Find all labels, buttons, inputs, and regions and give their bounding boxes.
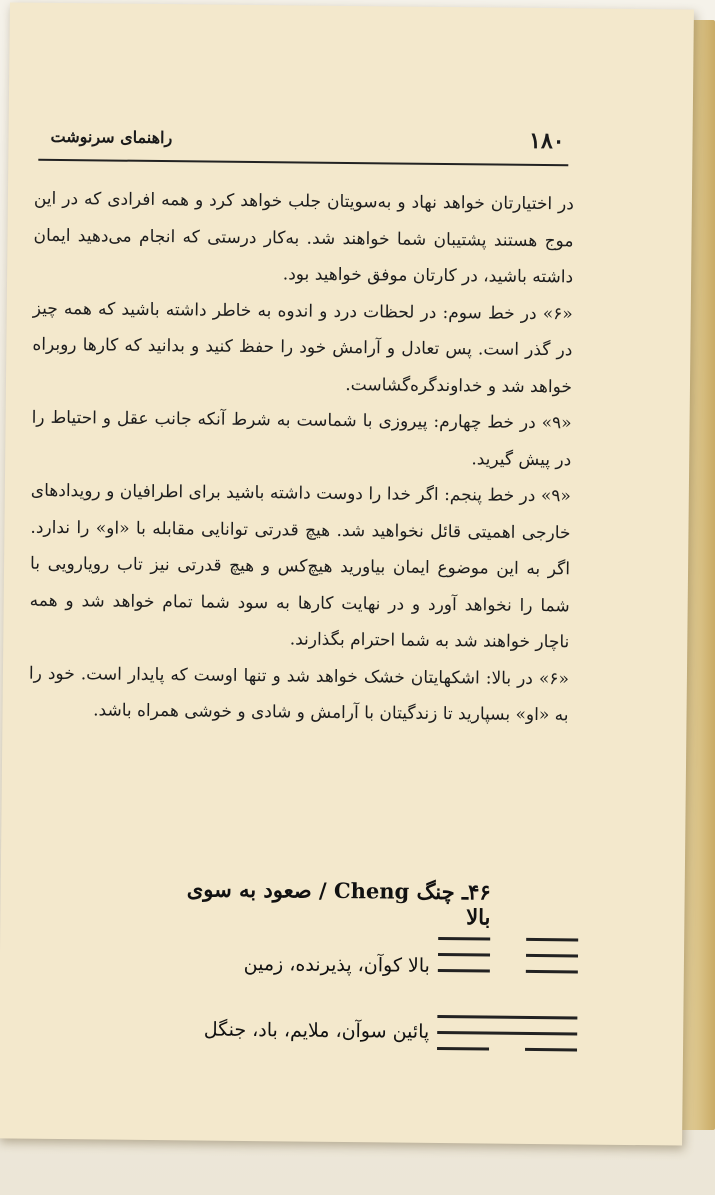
paragraph-5: «۶» در بالا: اشکهایتان خشک خواهد شد و تنها اوست که پایدار است. خود را به «او» بسپارید تا زندگیتان با آرامش و شادی و خوشی همراه باشد. xyxy=(28,663,570,726)
hexagram-line-segment xyxy=(438,937,490,941)
book-page xyxy=(0,2,694,1145)
hexagram-line-segment xyxy=(526,970,578,974)
paragraph-4: «۹» در خط پنجم: اگر خدا را دوست داشته باشید برای اطرافیان و رویدادهای خارجی اهمیتی قائل نخواهید شد. هیچ قدرتی توانایی مقابله با «او» را ندارد. اگر به این موضوع ایمان بیاورید هیچ‌کس و هیچ قدرتی نیز تاب رویارویی با شما را نخواهد آورد و در نهایت کارها به سود شما تمام خواهد شد و همه ناچار خواهند شد به شما احترام بگذارند. xyxy=(29,480,571,653)
paragraph-1: در اختیارتان خواهد نهاد و به‌سویتان جلب خواهد کرد و همه افرادی که در این موج هستند پشتیبان شما خواهند شد. به‌کار درستی که انجام می‌دهید ایمان داشته باشید، در کارتان موفق خواهید بود. xyxy=(33,188,574,288)
running-title: راهنمای سرنوشت xyxy=(50,126,173,148)
page-number: ۱۸۰ xyxy=(528,127,565,155)
hexagram-line-1-yin xyxy=(438,937,578,941)
upper-trigram-label: بالا کوآن، پذیرنده، زمین xyxy=(243,952,431,977)
hexagram-line-segment xyxy=(526,954,578,958)
paragraph-3: «۹» در خط چهارم: پیروزی با شماست به شرط آنکه جانب عقل و احتیاط را در پیش گیرید. xyxy=(31,407,572,470)
hexagram-line-segment xyxy=(525,1048,577,1052)
hexagram-line-segment xyxy=(526,938,578,942)
hexagram-line-4-yang xyxy=(437,1015,577,1019)
hexagram-line-segment xyxy=(438,969,490,973)
hexagram-line-2-yin xyxy=(438,953,578,957)
paragraph-2: «۶» در خط سوم: در لحظات درد و اندوه به خاطر داشته باشید که همه چیز در گذر است. پس تعادل و آرامش خود را حفظ کنید و بدانید که کارها روبراه خواهد شد و خداوندگره‌گشاست. xyxy=(32,298,573,397)
section-title: ۴۶ـ چنگ Cheng / صعود به سوی بالا xyxy=(186,876,491,930)
hexagram-line-segment xyxy=(437,1047,489,1051)
lower-trigram-label: پائین سوآن، ملایم، باد، جنگل xyxy=(203,1018,430,1043)
body-text xyxy=(28,181,574,734)
hexagram-line-5-yang xyxy=(437,1031,577,1035)
hexagram-line-3-yin xyxy=(438,969,578,973)
hexagram-figure xyxy=(437,937,578,1063)
hexagram-line-segment xyxy=(438,953,490,957)
hexagram-line-6-yin xyxy=(437,1047,577,1051)
page-header xyxy=(38,121,568,167)
